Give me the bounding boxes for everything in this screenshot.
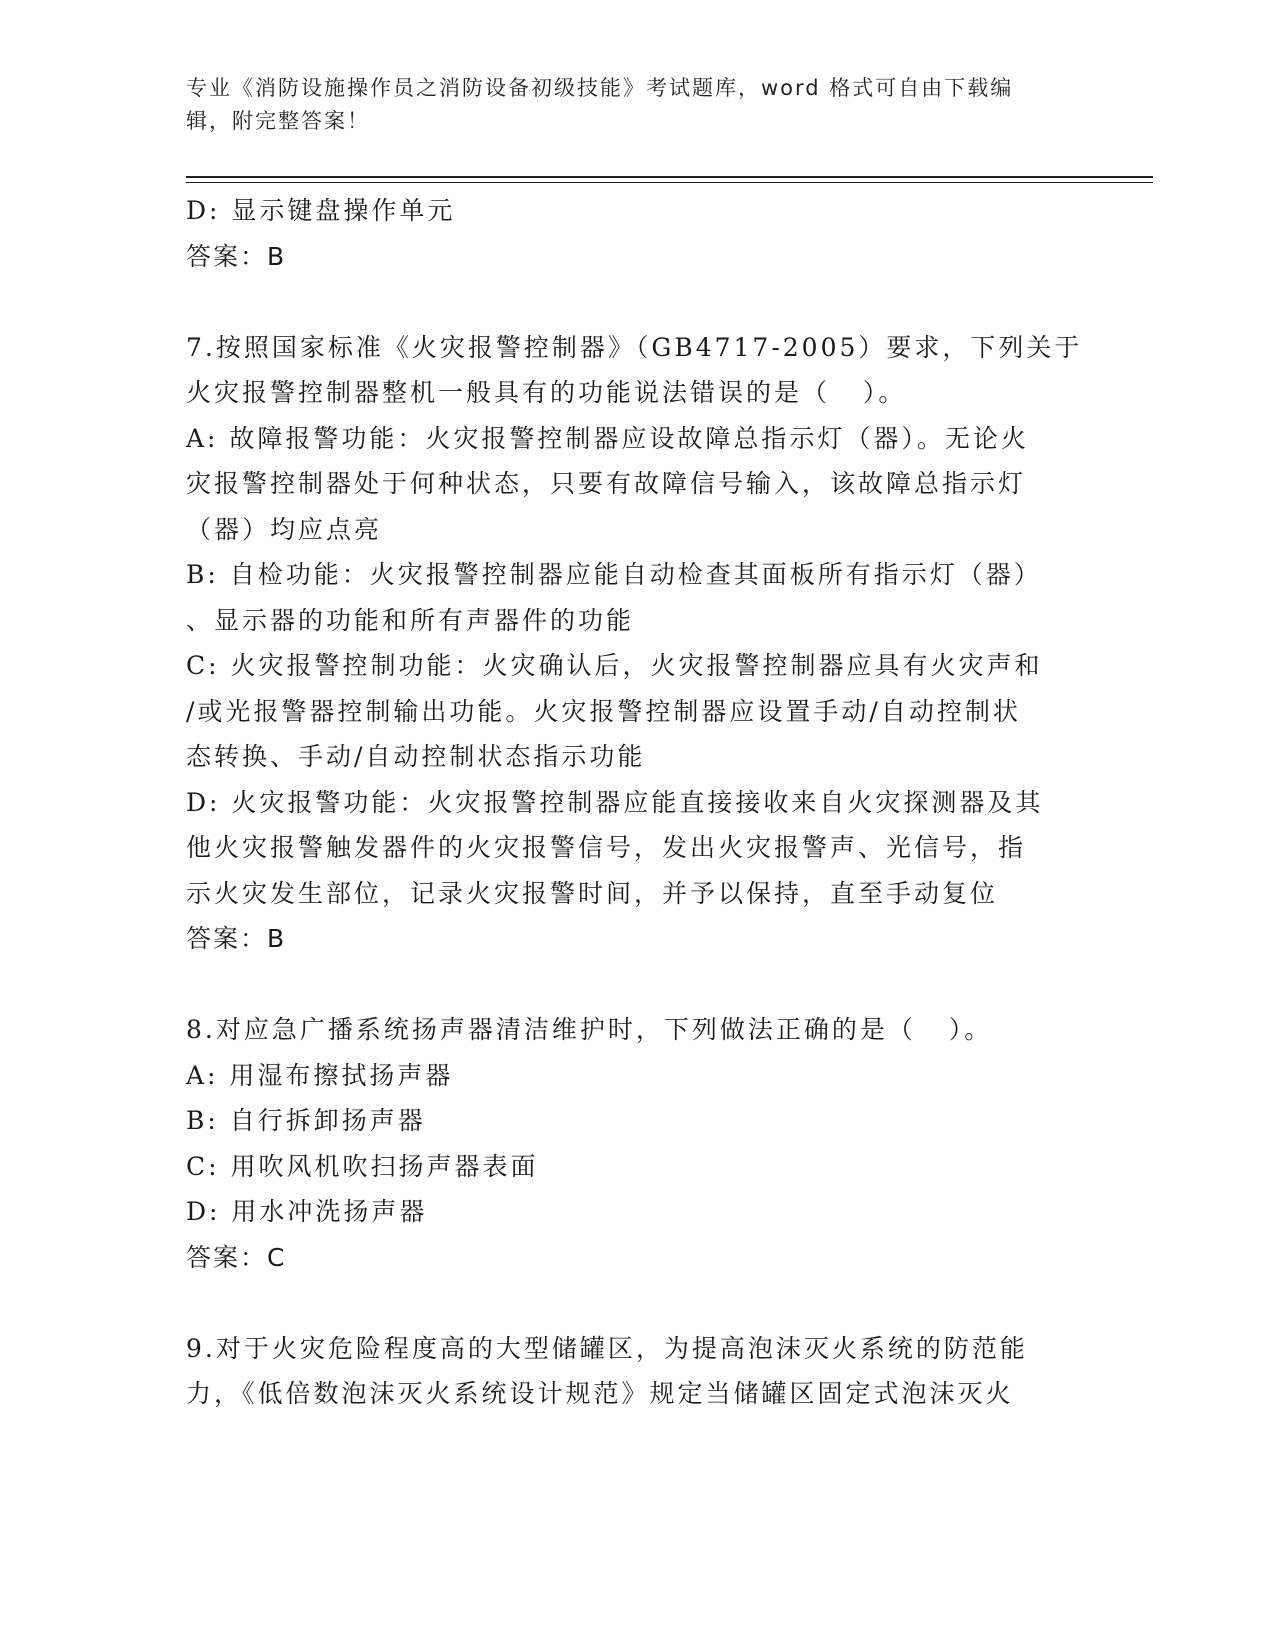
option-b-line: B: 自检功能：火灾报警控制器应能自动检查其面板所有指示灯（器）	[186, 560, 1042, 589]
option-d-line: 他火灾报警触发器件的火灾报警信号，发出火灾报警声、光信号，指	[186, 833, 1027, 862]
question-text-line: 9.对于火灾危险程度高的大型储罐区，为提高泡沫灭火系统的防范能	[186, 1333, 1028, 1363]
option-c: C: 用吹风机吹扫扬声器表面	[186, 1151, 539, 1181]
option-b-line: 、显示器的功能和所有声器件的功能	[186, 605, 635, 635]
header-divider-thin	[186, 182, 1153, 183]
answer: 答案：C	[186, 1242, 287, 1272]
question-text-line: 力，《低倍数泡沫灭火系统设计规范》规定当储罐区固定式泡沫灭火	[186, 1379, 1014, 1408]
header-line-1: 专业《消防设施操作员之消防设备初级技能》考试题库，word 格式可自由下载编	[186, 76, 1014, 100]
header-divider-thick	[186, 176, 1153, 178]
question-9	[186, 1326, 1086, 1417]
option-c-line: /或光报警器控制输出功能。火灾报警控制器应设置手动/自动控制状	[186, 696, 1021, 726]
option-d-line: 示火灾发生部位，记录火灾报警时间，并予以保持，直至手动复位	[186, 878, 999, 908]
document-header	[186, 72, 1086, 138]
option-d: D: 显示键盘操作单元	[186, 196, 456, 225]
question-text-line: 7.按照国家标准《火灾报警控制器》（GB4717-2005）要求，下列关于	[186, 332, 1083, 362]
option-a-line: 灾报警控制器处于何种状态，只要有故障信号输入，该故障总指示灯	[186, 469, 1027, 498]
question-8	[186, 1007, 1086, 1280]
answer: 答案：B	[186, 924, 287, 953]
option-a-line: （器）均应点亮	[186, 514, 383, 544]
option-c-line: 态转换、手动/自动控制状态指示功能	[186, 742, 646, 771]
option-b: B: 自行拆卸扬声器	[186, 1106, 426, 1135]
answer: 答案：B	[186, 241, 287, 271]
question-text-line: 8.对应急广播系统扬声器清洁维护时，下列做法正确的是（ ）。	[186, 1015, 993, 1044]
question-6-tail	[186, 188, 1086, 279]
option-a: A: 用湿布擦拭扬声器	[186, 1060, 454, 1090]
question-text-line: 火灾报警控制器整机一般具有的功能说法错误的是（ ）。	[186, 378, 907, 407]
document-body	[186, 188, 1086, 1417]
option-a-line: A: 故障报警功能：火灾报警控制器应设故障总指示灯（器）。无论火	[186, 423, 1029, 453]
option-d-line: D: 火灾报警功能：火灾报警控制器应能直接接收来自火灾探测器及其	[186, 787, 1044, 817]
question-7	[186, 325, 1086, 962]
option-d: D: 用水冲洗扬声器	[186, 1197, 428, 1226]
option-c-line: C: 火灾报警控制功能：火灾确认后，火灾报警控制器应具有火灾声和	[186, 651, 1043, 680]
header-line-2: 辑，附完整答案！	[186, 109, 370, 133]
